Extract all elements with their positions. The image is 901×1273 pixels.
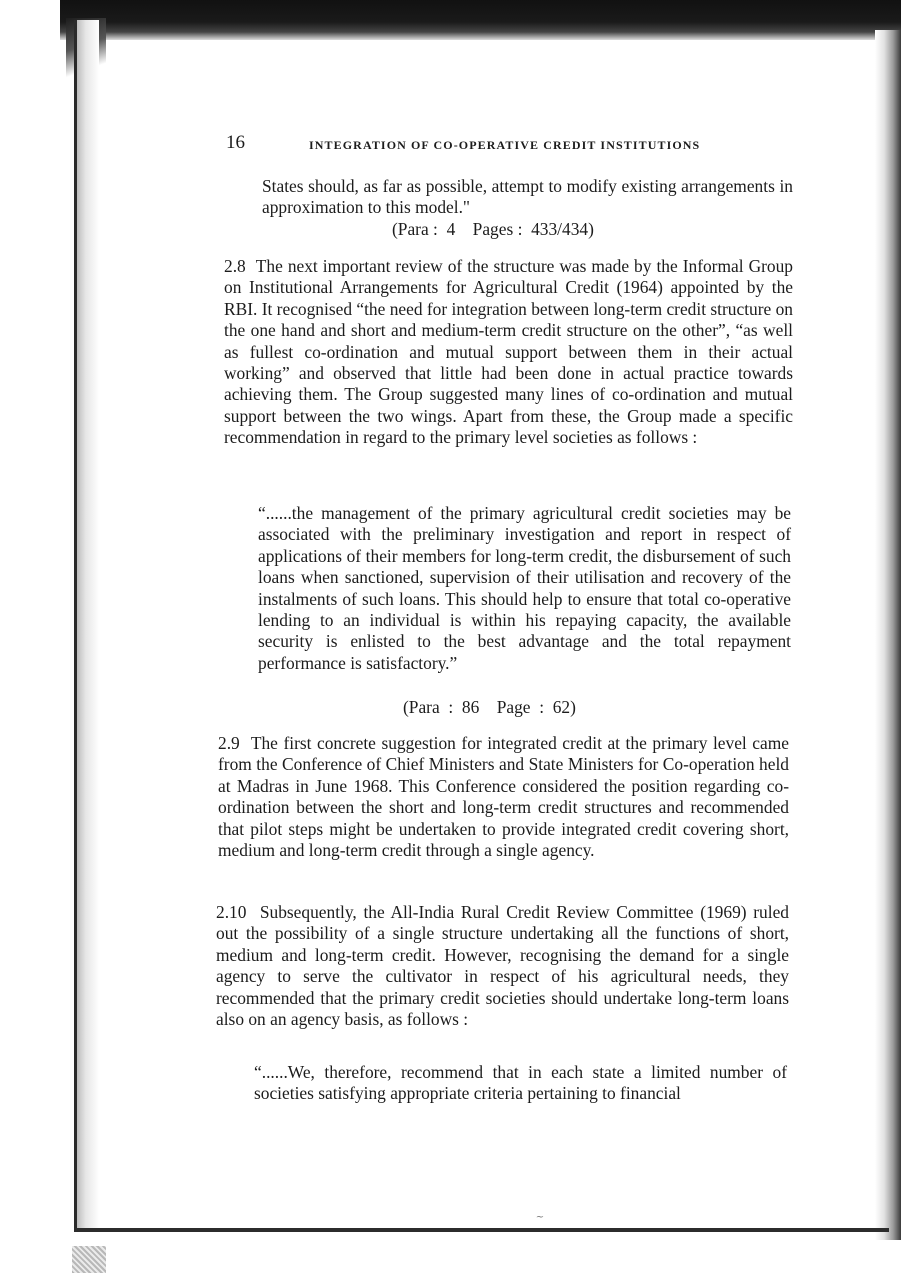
running-title: INTEGRATION OF CO-OPERATIVE CREDIT INSTITUTIONS: [309, 138, 701, 152]
continued-quote-citation: (Para : 4 Pages : 433/434): [392, 219, 594, 239]
scan-left-border: [74, 20, 77, 1232]
scan-margin-left: [0, 0, 62, 1273]
page-header: [226, 132, 746, 156]
scan-right-shadow: [875, 30, 901, 1240]
scan-noise: [72, 1246, 106, 1273]
block-quote: “......the management of the primary agricultural credit societies may be associated with the preliminary investigation and report in respect of applications of their members for long-term credit, the disbursement of such loans when sanctioned, supervision of their utilisation and recovery of the instalments of such loans. This should help to ensure that total co-operative lending to an individual is within his repaying capacity, the available security is enlisted to the best advantage and the total repayment performance is satisfactory.”: [258, 503, 791, 673]
scan-bottom-border: [74, 1228, 889, 1232]
page-number: 16: [226, 132, 245, 153]
paragraph-text: The next important review of the structure was made by the Informal Group on Institutional Arrangements for Agricultural Credit (1964) appointed by the RBI. It recognised “the need for integration between long-term credit structure on the one hand and short and medium-term credit structure on the other”, “as well as fullest co-ordination and mutual support between them in their actual working” and observed that little had been done in actual practice towards achieving them. The Group suggested many lines of co-ordination and mutual support between the two wings. Apart from these, the Group made a specific recommendation in regard to the primary level societies as follows :: [224, 256, 793, 448]
scan-binding-shadow: [77, 20, 99, 1232]
paragraph-2-9: [218, 733, 789, 861]
paragraph-text: Subsequently, the All-India Rural Credit Review Committee (1969) ruled out the possibility of a single structure undertaking all the functions of short, medium and long-term credit. However, recognising the demand for a single agency to serve the cultivator in respect of his agricultural needs, they recommended that the primary credit societies should undertake long-term loans also on an agency basis, as follows :: [216, 902, 789, 1030]
paragraph-number: 2.9: [218, 733, 240, 753]
paragraph-number: 2.8: [224, 256, 246, 276]
block-quote-citation: (Para : 86 Page : 62): [403, 697, 576, 717]
paragraph-number: 2.10: [216, 902, 247, 922]
block-quote: “......We, therefore, recommend that in each state a limited number of societies satisfying appropriate criteria pertaining to financial: [254, 1062, 787, 1104]
paragraph-text: The first concrete suggestion for integrated credit at the primary level came from the Conference of Chief Ministers and State Ministers for Co-operation held at Madras in June 1968. This Conference considered the position regarding co-ordination between the short and long-term credit structures and recommended that pilot steps might be undertaken to provide integrated credit covering short, medium and long-term credit through a single agency.: [218, 733, 789, 861]
paragraph-2-10: [216, 902, 789, 1030]
scan-top-shadow: [60, 0, 901, 40]
scan-smudge: ~: [535, 1212, 545, 1223]
paragraph-2-8: [224, 256, 793, 449]
continued-quote: States should, as far as possible, attempt to modify existing arrangements in approximation to this model.": [262, 176, 793, 218]
